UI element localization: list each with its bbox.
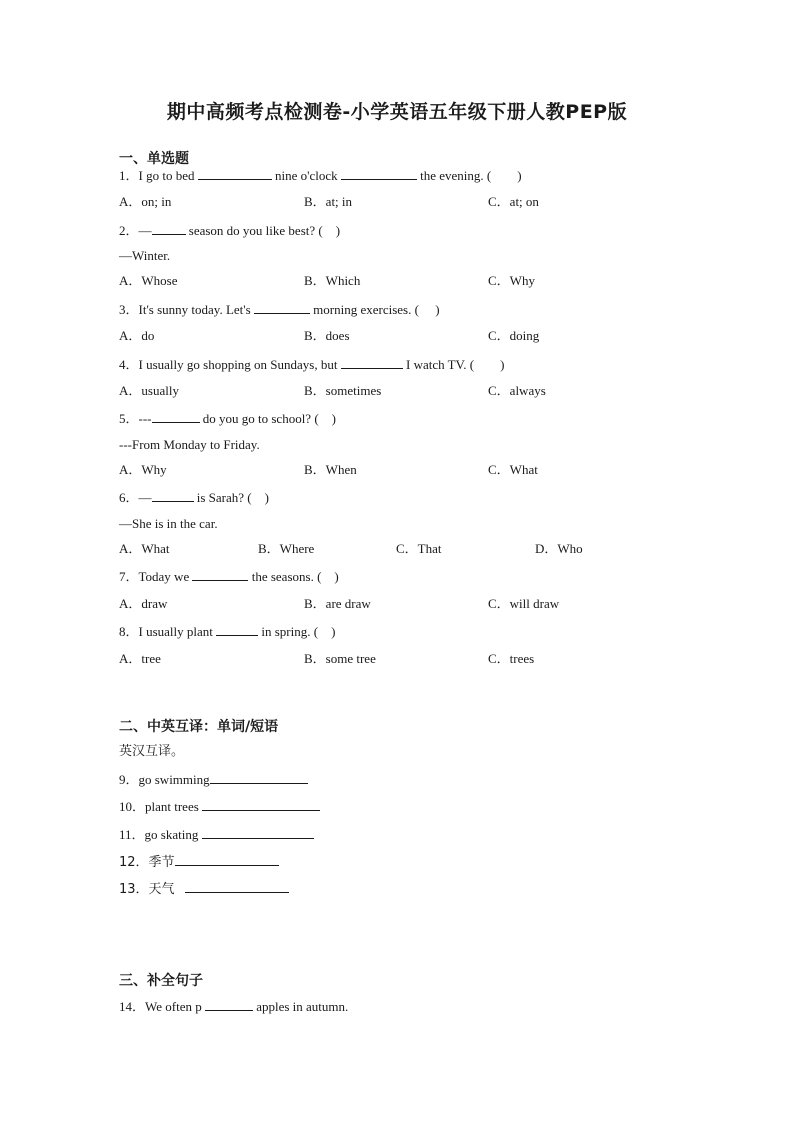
translation-item-12 — [119, 853, 279, 871]
option-a[interactable]: A．Whose — [119, 273, 178, 288]
translation-item-13 — [119, 880, 289, 898]
question-6 — [119, 489, 269, 506]
option-a[interactable]: A．Why — [119, 462, 167, 477]
question-3 — [119, 301, 440, 318]
question-7 — [119, 568, 339, 585]
option-c[interactable]: C．That — [396, 541, 442, 556]
option-b[interactable]: B．When — [304, 462, 357, 477]
option-a[interactable]: A．tree — [119, 651, 161, 666]
answer-blank[interactable] — [152, 489, 194, 502]
option-b[interactable]: B．some tree — [304, 651, 376, 666]
section-heading-translation: 二、中英互译：单词/短语 — [119, 719, 279, 735]
answer-blank[interactable] — [341, 167, 417, 180]
translation-item-11 — [119, 826, 314, 843]
question-2 — [119, 222, 340, 239]
dialogue-answer: ---From Monday to Friday. — [119, 437, 260, 452]
question-5 — [119, 410, 336, 427]
option-c[interactable]: C．What — [488, 462, 538, 477]
question-text: morning exercises. ( ) — [309, 302, 440, 317]
question-text: 6．— — [119, 490, 152, 505]
option-b[interactable]: B．are draw — [304, 596, 371, 611]
answer-blank[interactable] — [198, 167, 272, 180]
item-text: 11．go skating — [119, 827, 202, 842]
answer-blank[interactable] — [341, 356, 403, 369]
item-text: 9．go swimming — [119, 772, 210, 787]
option-c[interactable]: C．always — [488, 383, 546, 398]
question-text: the evening. ( ) — [416, 168, 522, 183]
item-text: 13．天气 — [119, 882, 179, 897]
option-a[interactable]: A．do — [119, 328, 155, 343]
question-text: in spring. ( ) — [258, 624, 336, 639]
option-b[interactable]: B．at; in — [304, 194, 353, 209]
option-b[interactable]: B．sometimes — [304, 383, 382, 398]
page-title: 期中高频考点检测卷-小学英语五年级下册人教PEP版 — [166, 101, 628, 123]
question-text: 4．I usually go shopping on Sundays, but — [119, 357, 341, 372]
answer-blank[interactable] — [254, 301, 310, 314]
item-text: 12．季节 — [119, 855, 175, 870]
question-8 — [119, 623, 335, 640]
answer-blank[interactable] — [210, 771, 308, 784]
answer-blank[interactable] — [152, 410, 200, 423]
question-text: 5．--- — [119, 411, 152, 426]
option-b[interactable]: B．Where — [258, 541, 315, 556]
question-text: season do you like best? ( ) — [185, 223, 341, 238]
option-c[interactable]: C．at; on — [488, 194, 539, 209]
answer-blank[interactable] — [152, 222, 186, 235]
question-1 — [119, 167, 522, 184]
question-text: 2．— — [119, 223, 152, 238]
item-text: 10．plant trees — [119, 799, 203, 814]
section-heading-single-choice: 一、单选题 — [119, 151, 189, 167]
dialogue-answer: —Winter. — [119, 248, 171, 263]
question-text: the seasons. ( ) — [248, 569, 339, 584]
dialogue-answer: —She is in the car. — [119, 516, 218, 531]
question-text: I watch TV. ( ) — [402, 357, 505, 372]
answer-blank[interactable] — [205, 998, 253, 1011]
option-a[interactable]: A．usually — [119, 383, 179, 398]
section-instruction: 英汉互译。 — [119, 744, 185, 759]
answer-blank[interactable] — [216, 623, 258, 636]
option-a[interactable]: A．on; in — [119, 194, 172, 209]
option-c[interactable]: C．trees — [488, 651, 535, 666]
item-text: 14．We often p — [119, 999, 205, 1014]
translation-item-10 — [119, 798, 320, 815]
translation-item-9 — [119, 771, 308, 788]
question-4 — [119, 356, 504, 373]
item-text: apples in autumn. — [252, 999, 349, 1014]
question-text: 7．Today we — [119, 569, 193, 584]
option-d[interactable]: D．Who — [535, 541, 583, 556]
question-text: 8．I usually plant — [119, 624, 217, 639]
answer-blank[interactable] — [185, 880, 289, 893]
answer-blank[interactable] — [192, 568, 248, 581]
option-b[interactable]: B．does — [304, 328, 350, 343]
option-a[interactable]: A．draw — [119, 596, 168, 611]
option-a[interactable]: A．What — [119, 541, 170, 556]
section-heading-complete-sentences: 三、补全句子 — [119, 973, 203, 989]
sentence-item-14 — [119, 998, 348, 1015]
answer-blank[interactable] — [202, 798, 320, 811]
option-c[interactable]: C．will draw — [488, 596, 560, 611]
question-text: is Sarah? ( ) — [193, 490, 269, 505]
question-text: 3．It's sunny today. Let's — [119, 302, 254, 317]
option-c[interactable]: C．doing — [488, 328, 540, 343]
option-c[interactable]: C．Why — [488, 273, 535, 288]
question-text: do you go to school? ( ) — [199, 411, 336, 426]
question-text: 1．I go to bed — [119, 168, 198, 183]
answer-blank[interactable] — [202, 826, 314, 839]
answer-blank[interactable] — [175, 853, 279, 866]
question-text: nine o'clock — [271, 168, 341, 183]
option-b[interactable]: B．Which — [304, 273, 361, 288]
